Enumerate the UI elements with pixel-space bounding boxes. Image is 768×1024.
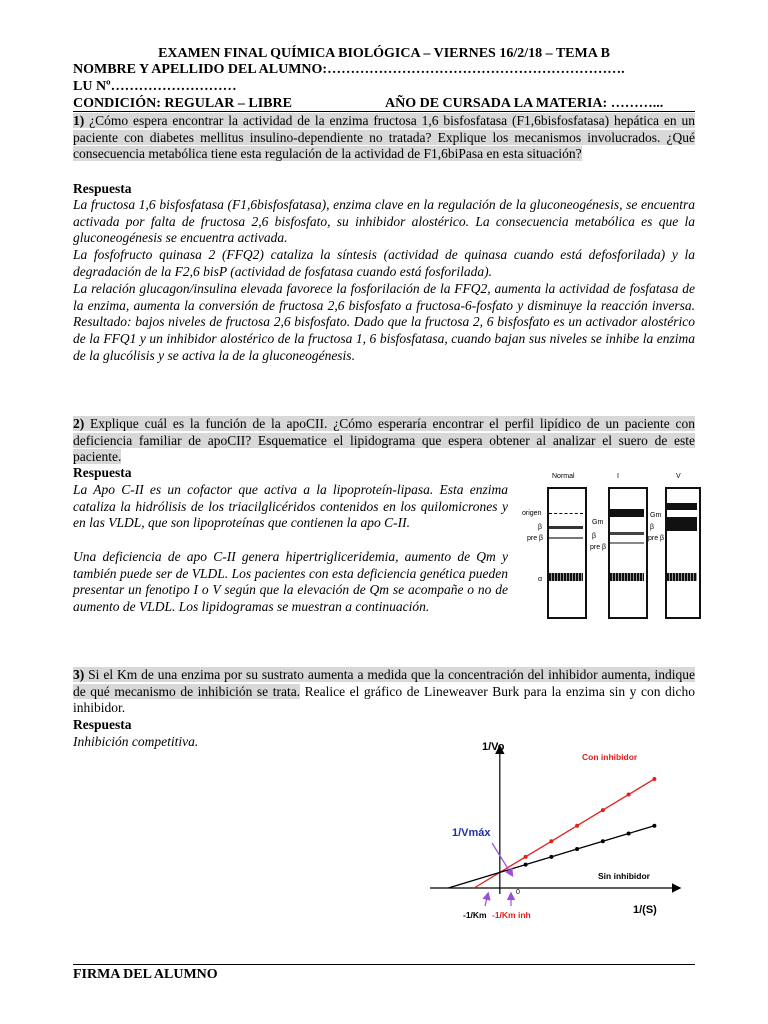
band-v-vldl	[667, 517, 697, 531]
x-axis-label: 1/(S)	[633, 904, 657, 916]
lu-field: LU Nº………………………	[73, 79, 237, 94]
question-1	[73, 113, 695, 163]
exam-title: EXAMEN FINAL QUÍMICA BIOLÓGICA – VIERNES 16/2/18 – TEMA B	[158, 46, 610, 61]
band-v-alpha	[667, 573, 697, 581]
label-beta-i: β	[592, 533, 597, 540]
data-point-con-inhibidor	[652, 777, 656, 781]
band-i-alpha	[610, 573, 644, 581]
gel-normal	[547, 487, 587, 619]
student-name-field: NOMBRE Y APELLIDO DEL ALUMNO:……………………………………………………….	[73, 62, 625, 77]
year-field: AÑO DE CURSADA LA MATERIA: ………...	[385, 96, 664, 111]
answer-3-text: Inhibición competitiva.	[73, 734, 199, 749]
band-i-beta	[610, 532, 644, 535]
label-prebeta-i: pre β	[590, 544, 607, 551]
band-normal-origin	[549, 513, 583, 514]
answer-3-label: Respuesta	[73, 717, 132, 732]
label-origen: origen	[522, 510, 542, 517]
data-point-sin-inhibidor	[627, 831, 631, 835]
lipidogram-col-normal: Normal	[552, 473, 575, 480]
band-i-prebeta	[610, 542, 644, 544]
signature-label: FIRMA DEL ALUMNO	[73, 967, 218, 982]
question-2-text: Explique cuál es la función de la apoCII. ¿Cómo esperaría encontrar el perfil lipídico de un paciente con deficiencia familiar de apoCII? Esquematice el lipidograma que espera obtener al analizar el suero de este paciente.	[73, 416, 695, 465]
label-beta: β	[538, 524, 543, 531]
lipidogram-col-v: V	[676, 473, 681, 480]
question-1-text: ¿Cómo espera encontrar la actividad de la enzima fructosa 1,6 bisfosfatasa (F1,6bisfosfatasa) hepática en un paciente con diabetes mellitus insulino-dependiente no tratada? Explique los mecanismos involucrados. ¿Qué consecuencia metabólica tiene esta regulación de la actividad de F1,6biPasa en esta situación?	[73, 113, 695, 162]
km-label: -1/Km	[463, 910, 487, 920]
y-axis-label: 1/Vo	[482, 741, 505, 753]
data-point-sin-inhibidor	[601, 839, 605, 843]
label-gm-v: Gm	[650, 512, 662, 519]
lipidogram-figure	[520, 470, 700, 630]
answer-2-p1: La Apo C-II es un cofactor que activa a la lipoproteín-lipasa. Esta enzima cataliza la hidrólisis de los triacilglicéridos contenidos en los quilomicrones y en las VLDL, que son lipoproteínas que contienen la apo C-II.	[73, 482, 508, 531]
band-i-gm	[610, 509, 644, 517]
label-beta-v: β	[650, 524, 655, 531]
km-pointer	[485, 894, 488, 906]
data-point-con-inhibidor	[601, 808, 605, 812]
band-normal-beta	[549, 526, 583, 529]
label-gm-i: Gm	[592, 519, 604, 526]
question-2	[73, 416, 695, 466]
data-point-sin-inhibidor	[524, 863, 528, 867]
label-prebeta-v: pre β	[648, 535, 665, 542]
label-alpha: α	[538, 576, 543, 583]
sin-inhibidor-label: Sin inhibidor	[598, 871, 650, 881]
band-normal-alpha	[549, 573, 583, 581]
question-3	[73, 667, 695, 717]
answer-1-p3: La relación glucagon/insulina elevada favorece la fosforilación de la FFQ2, aumenta la actividad de fosfatasa de la enzima, aumenta la conversión de fructosa 2,6 bisfosfato a fructosa-6-fosfato y disminuye la reacción inversa. Resultado: bajos niveles de fructosa 2,6 bisfosfato. Dado que la fructosa 2, 6 bisfosfato es un activador alostérico de la FFQ1 y un inhibidor alostérico de la fructosa 1, 6 bisfosfatasa, cuando bajan sus niveles se inhibe la enzima de la glucólisis y se activa la de la gluconeogénesis.	[73, 281, 695, 363]
label-prebeta: pre β	[527, 535, 544, 542]
question-1-number: 1)	[73, 113, 85, 128]
gel-i	[608, 487, 648, 619]
vmax-label: 1/Vmáx	[452, 827, 491, 839]
con-inhibidor-label: Con inhibidor	[582, 752, 638, 762]
data-point-con-inhibidor	[524, 855, 528, 859]
answer-1-p1: La fructosa 1,6 bisfosfatasa (F1,6bisfosfatasa), enzima clave en la regulación de la gluconeogénesis, se encuentra activada por falta de fructosa 2,6 bisfosfato, su inhibidor alostérico. La consecuencia metabólica es que la gluconeogénesis se encuentra activada.	[73, 197, 695, 246]
data-point-con-inhibidor	[575, 824, 579, 828]
question-2-number: 2)	[73, 416, 85, 431]
vmax-pointer	[492, 843, 512, 875]
header-rule	[73, 111, 695, 112]
band-v-gm	[667, 503, 697, 510]
lineweaver-burk-chart	[420, 728, 700, 928]
data-point-con-inhibidor	[627, 793, 631, 797]
data-point-sin-inhibidor	[549, 855, 553, 859]
data-point-sin-inhibidor	[652, 824, 656, 828]
question-3-number: 3)	[73, 667, 85, 682]
band-normal-prebeta	[549, 537, 583, 539]
km-inh-label: -1/Km inh	[492, 910, 531, 920]
answer-1-p2: La fosfofructo quinasa 2 (FFQ2) cataliza la síntesis (actividad de quinasa cuando está defosforilada) y la degradación de la F2,6 bisP (actividad de fosfatasa cuando está fosforilada).	[73, 247, 695, 279]
data-point-con-inhibidor	[549, 839, 553, 843]
data-point-sin-inhibidor	[575, 847, 579, 851]
question-3-text: Si el Km de una enzima por su sustrato aumenta a medida que la concentración del inhibidor aumenta, indique de qué mecanismo de inhibición se trata.	[73, 667, 695, 699]
lipidogram-col-i: I	[617, 473, 619, 480]
answer-2-label: Respuesta	[73, 465, 132, 480]
origin-label: 0	[516, 889, 520, 896]
answer-2-p2: Una deficiencia de apo C-II genera hipertrigliceridemia, aumento de Qm y también puede ser de VLDL. Los pacientes con esta deficiencia genética pueden presentar un fenotipo I o V según que la elevación de Qm se acompañe o no de aumento de VLDL. Los lipidogramas se muestran a continuación.	[73, 549, 508, 615]
condition-field: CONDICIÓN: REGULAR – LIBRE	[73, 96, 292, 111]
answer-1-label: Respuesta	[73, 181, 132, 196]
signature-rule	[73, 964, 695, 965]
question-3-rest: Realice el gráfico de Lineweaver Burk para la enzima sin y con dicho inhibidor.	[73, 683, 695, 716]
